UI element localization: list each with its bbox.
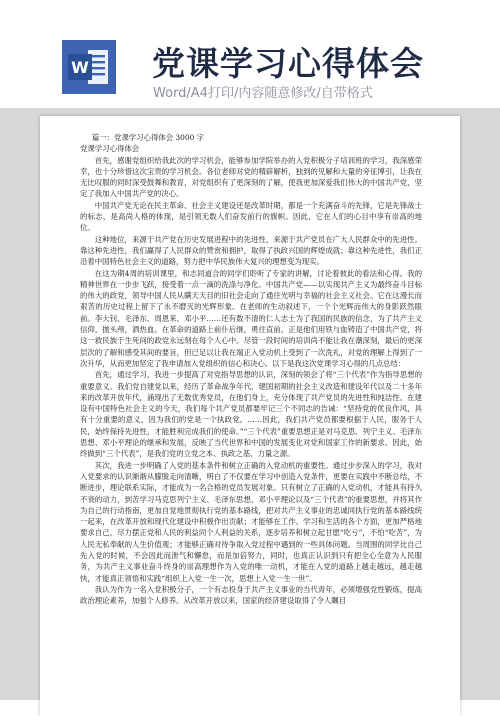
paragraph: 在这为期4周的培训课里，和志同道合的同学们聆听了专家的讲解，讨论着彼此的看法和心得。我的精神世界在一步步飞跃，接受着一点一滴的洗涤与净化。中国共产党——以实现共产主义为最终奋斗目标的伟大的政党，领导中国人民从瞒天天目的旧社会走向了通往光明与幸福的社会主义社会。它在这漫长而艰苦的历史过程上留下了永不磨灭的光辉形象。在老师的生动叙述下，一个个光辉而伟大的身影跃然眼前。李大钊、毛泽东、周恩来、邓小平……还有数不清的仁人志士为了我国的民族的信念，为了共产主义信仰，抛头颅，洒热血。在革命的道路上前仆后继，勇往直前。正是他们用铁与血铸造了中国共产党，将这一救民族于生死间的政党永远刻在每个人心中。尽管一段时间的培训尚不能让我在潮深刻，最后的更深层次的了解和感受其间的要旨，但已足以让我在端正入党动机上受到了一次洗礼，对党的理解上得到了一次升华，从而更加坚定了我申请加入党组织的信心和决心。以下是我这次党课学习心得的几点总结： bbox=[80, 268, 422, 368]
header-banner bbox=[0, 0, 500, 108]
paragraph: 中国共产党无论在民主革命、社会主义建设还是改革时期，都是一个充满奋斗的先锋，它是先锋战士的标志，是高尚人格的体现，是引领无数人们奋发前行的旗帜。因此，它在人们的心目中享有崇高的地位。 bbox=[80, 200, 422, 233]
paragraph: 首先，感谢党组织给我此次的学习机会，能够参加学院举办的入党积极分子培训班的学习，我深感荣幸，也十分珍惜这次宝贵的学习机会。各位老师对党的精辟解析，独到的见解和大量的旁征博引，让我在无比叹服的同时深受鼓舞和教育，对党组织有了更深刻的了解，使我更加深爱我们伟大的中国共产党，坚定了我加入中国共产党的决心。 bbox=[80, 155, 422, 199]
document-viewport bbox=[0, 108, 500, 700]
document-body bbox=[80, 132, 422, 606]
word-doc-icon bbox=[60, 38, 118, 96]
paragraph: 首先，通过学习，我进一步提高了对党指导思想的认识，深刻的领会了将“三个代表”作为指导思想的重要意义。我们党自建党以来，经历了革命战争年代、建国初期的社会主义改造和建设年代以及二十多年来的改革开放年代，涌现出了无数优秀党员，在他们身上，充分体现了共产党员的先进性和纯洁性。在建设有中国特色社会主义的今天，我们每个共产党员都要牢记三个不同志的告诫：“坚持党的优良作风，具有十分重要的意义，因为我们的党是一个执政党。……因此，我们共产党员都要根据于人民，服务于人民，始终保持先进性，才能胜利完成我们的使命。”“三个代表”重要思想正是对马克思、列宁主义、毛泽东思想、邓小平理论的继承和发展，反映了当代世界和中国的发展变化对党和国家工作的新要求。因此，始终做到“三个代表”，是我们党的立党之本、执政之基、力量之源。 bbox=[80, 370, 422, 459]
paragraph: 这种地位，来源于共产党在历史发展进程中的先进性，来源于共产党员在广大人民群众中的先进性。靠这种先进性，我们赢得了人民群众的赞赏和拥护，取得了执政兴国的辉煌成就；靠这种先进性，我们正沿着中国特色社会主义的道路，努力把中华民族伟大复兴的理想变为现实。 bbox=[80, 234, 422, 267]
svg-text:W: W bbox=[71, 58, 89, 77]
paragraph: 其次，我进一步明确了入党的基本条件和树立正确的入党动机的重要性。通过步步深入的学习，我对入党要求的认识渐渐从朦胧走向清晰，明白了不仅要在学习中创造入党条件，更要在实践中不断总结，不断进步，理论联系实际，才能成为一名合格的党员发展对象。只有树立了正确的入党动机，才能具有持久不衰的动力，到苦学习马克思列宁主义、毛泽东思想、邓小平理论以及“三个代表”的重要思想，并将其作为自己的行动指南，更加自觉地贯彻执行党的基本路线，把对共产主义事业的忠诚同执行党的基本路线统一起来，在改革开放和现代化建设中积极作出贡献；才能够在工作、学习和生活的各个方面，更加严格地要求自己，尽力摆正党和人民的利益同个人利益的关系，逐步培养和树立起甘愿“吃亏”，不怕“吃苦”，为人民无私奉献的人生价值观；才能够正确对待争取入党过程中遇到的一些具体问题。当周围的同学比自己先入党的时候，不会因此而泄气和懈怠，而是加倍努力，同时，也真正认识到只有把全心全意为人民服务，为共产主义事业奋斗终身的崇高理想作为入党的唯一动机，才能在入党的道路上越走越远，越走越快，才能真正领悟和实践“组织上入党一生一次，思想上入党一生一世”。 bbox=[80, 460, 422, 583]
document-page bbox=[40, 116, 460, 716]
document-subheading: 党课学习心得体会 bbox=[80, 144, 140, 154]
page-title: 党课学习心得体会 bbox=[152, 44, 424, 83]
paragraph: 我认为作为一名入党积极分子，一个有志投身于共产主义事业的当代青年，必须增强党性锻炼，提高政治理论素养，加强个人修养。从改革开放以来，国家的经济建设取得了令人瞩目 bbox=[80, 584, 422, 606]
document-heading: 篇一：党课学习心得体会 3000 字 bbox=[91, 133, 205, 142]
page-subtitle: Word/A4打印/内容随意修改/自带格式 bbox=[153, 86, 373, 101]
